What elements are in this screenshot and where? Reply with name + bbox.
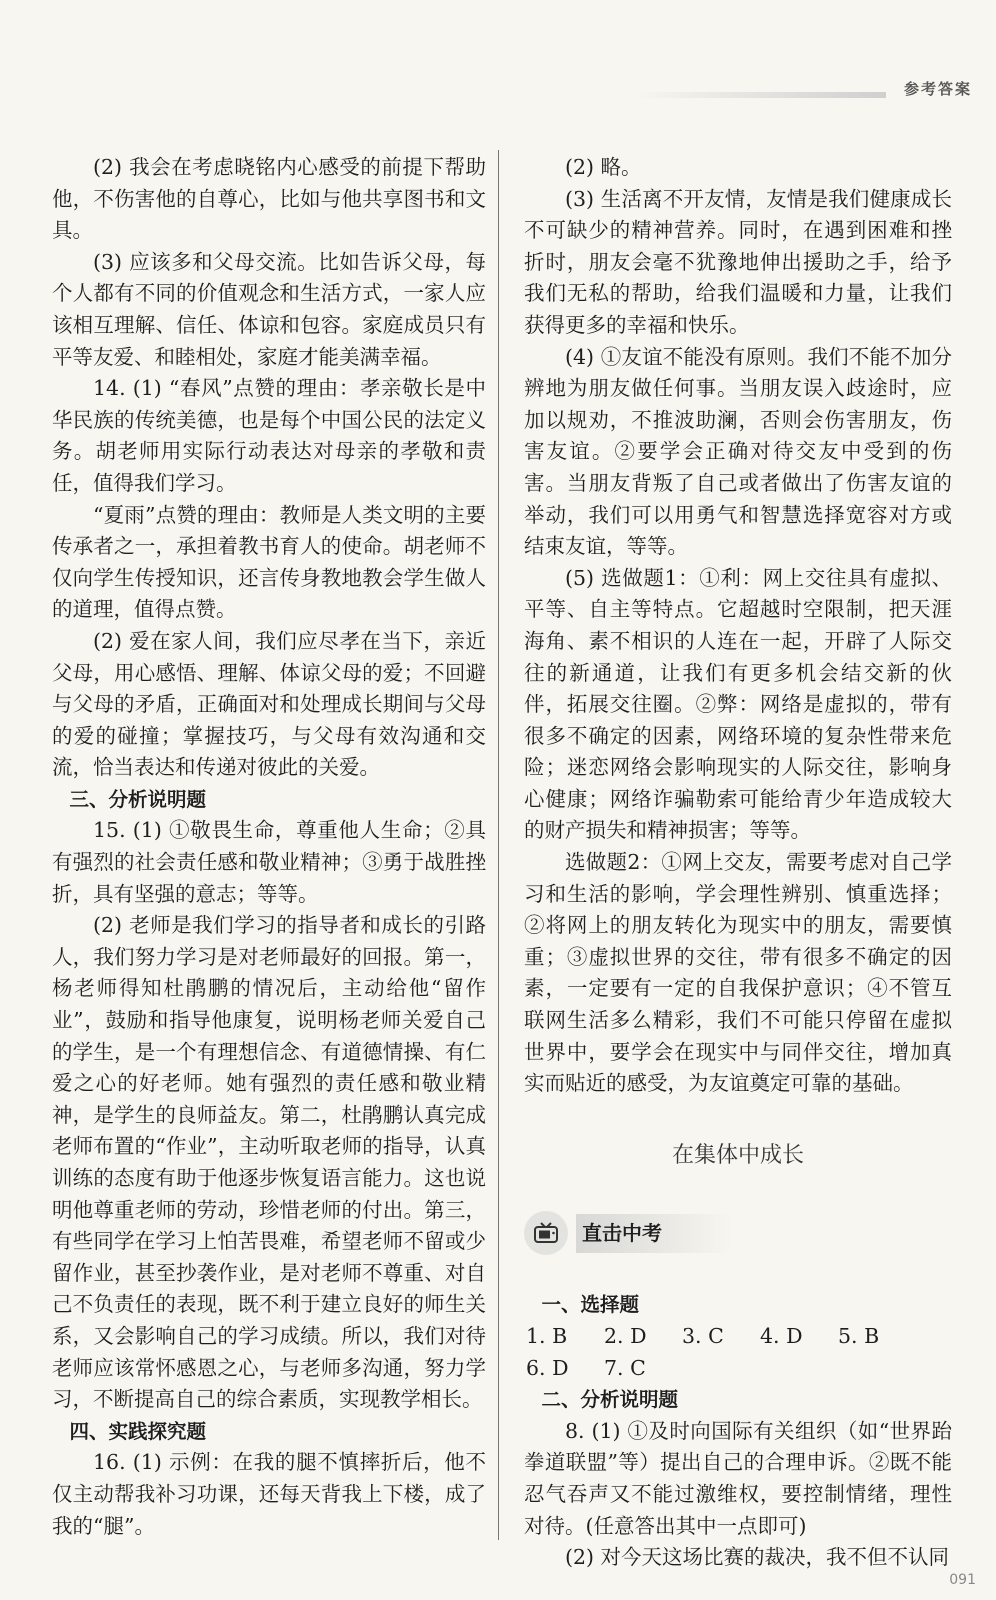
header-rule: [636, 92, 886, 98]
mc-answer: 6. D: [526, 1355, 569, 1380]
answer-paragraph: (2) 我会在考虑晓铭内心感受的前提下帮助他，不伤害他的自尊心，比如与他共享图书和文具。: [52, 155, 486, 243]
mc-answer: 3. C: [682, 1324, 724, 1348]
unit-title: 在集体中成长: [671, 1142, 804, 1168]
answer-paragraph: (2) 对今天这场比赛的裁决，我不但不认同: [565, 1545, 950, 1570]
tv-icon: [524, 1211, 568, 1255]
mc-answer: 7. C: [604, 1355, 646, 1380]
answer-paragraph: (4) ①友谊不能没有原则。我们不能不加分辨地为朋友做任何事。当朋友误入歧途时，应加以规劝，不推波助澜，否则会伤害朋友，伤害友谊。②要学会正确对待交友中受到的伤害。当朋友背叛了自己或者做出了伤害友谊的举动，我们可以用勇气和智慧选择宽容对方或结束友谊，等等。: [524, 344, 952, 559]
answer-paragraph: (5) 选做题1：①利：网上交往具有虚拟、平等、自主等特点。它超越时空限制，把天涯海角、素不相识的人连在一起，开辟了人际交往的新通道，让我们有更多机会结交新的伙伴，拓展交往圈。②弊：网络是虚拟的，带有很多不确定的因素，网络环境的复杂性带来危险；迷恋网络会影响现实的人际交往，影响身心健康；网络诈骗勒索可能给青少年造成较大的财产损失和精神损害；等等。: [524, 565, 952, 843]
left-column: [52, 152, 486, 1542]
answer-paragraph: “夏雨”点赞的理由：教师是人类文明的主要传承者之一，承担着教书育人的使命。胡老师不仅向学生传授知识，还言传身教地教会学生做人的道理，值得点赞。: [52, 502, 486, 622]
answer-paragraph: (2) 爱在家人间，我们应尽孝在当下，亲近父母，用心感悟、理解、体谅父母的爱；不回避与父母的矛盾，正确面对和处理成长期间与父母的爱的碰撞；掌握技巧，与父母有效沟通和交流，恰当表达和传递对彼此的关爱。: [52, 628, 486, 780]
mc-answers-row-1: [524, 1321, 952, 1353]
answer-paragraph: (3) 生活离不开友情，友情是我们健康成长不可缺少的精神营养。同时，在遇到困难和挫折时，朋友会毫不犹豫地伸出援助之手，给予我们无私的帮助，给我们温暖和力量，让我们获得更多的幸福和快乐。: [524, 186, 952, 337]
mc-answer: 2. D: [604, 1324, 647, 1348]
answer-paragraph: 16. (1) 示例：在我的腿不慎摔折后，他不仅主动帮我补习功课，还每天背我上下楼，成了我的“腿”。: [52, 1450, 486, 1538]
header-tag: 参考答案: [903, 80, 972, 98]
mc-answer: 4. D: [760, 1324, 803, 1348]
mc-answer: 5. B: [838, 1324, 880, 1348]
answer-paragraph: 14. (1) “春风”点赞的理由：孝亲敬长是中华民族的传统美德，也是每个中国公民的法定义务。胡老师用实际行动表达对母亲的孝敬和责任，值得我们学习。: [52, 376, 486, 495]
section-heading: 四、实践探究题: [69, 1419, 207, 1443]
section-heading: 二、分析说明题: [541, 1388, 679, 1412]
mc-answers-row-2: [524, 1353, 952, 1385]
section-heading: 一、选择题: [541, 1293, 640, 1317]
answer-paragraph: 选做题2：①网上交友，需要考虑对自己学习和生活的影响，学会理性辨别、慎重选择；②将网上的朋友转化为现实中的朋友，需要慎重；③虚拟世界的交往，带有很多不确定的因素，一定要有一定的自我保护意识；④不管互联网生活多么精彩，我们不可能只停留在虚拟世界中，要学会在现实中与同伴交往，增加真实而贴近的感受，为友谊奠定可靠的基础。: [524, 850, 952, 1096]
mc-answer: 1. B: [526, 1324, 568, 1348]
right-paras: [524, 152, 952, 1100]
zhiji-banner: [524, 1207, 952, 1259]
answer-paragraph: (3) 应该多和父母交流。比如告诉父母，每个人都有不同的价值观念和生活方式，一家人应该相互理解、信任、体谅和包容。家庭成员只有平等友爱、和睦相处，家庭才能美满幸福。: [52, 249, 486, 369]
answer-paragraph: (2) 略。: [565, 155, 642, 179]
section-heading: 三、分析说明题: [69, 787, 207, 811]
right-column: [524, 152, 952, 1574]
page-number: 091: [949, 1572, 976, 1588]
answer-paragraph: 15. (1) ①敬畏生命，尊重他人生命；②具有强烈的社会责任感和敬业精神；③勇于战胜挫折，具有坚强的意志；等等。: [52, 818, 486, 906]
answer-paragraph: (2) 老师是我们学习的指导者和成长的引路人，我们努力学习是对老师最好的回报。第一，杨老师得知杜鹃鹏的情况后，主动给他“留作业”，鼓励和指导他康复，说明杨老师关爱自己的学生，是一个有理想信念、有道德情操、有仁爱之心的好老师。她有强烈的责任感和敬业精神，是学生的良师益友。第二，杜鹃鹏认真完成老师布置的“作业”，主动听取老师的指导，认真训练的态度有助于他逐步恢复语言能力。这也说明他尊重老师的劳动，珍惜老师的付出。第三，有些同学在学习上怕苦畏难，希望老师不留或少留作业，甚至抄袭作业，是对老师不尊重、对自己不负责任的表现，既不利于建立良好的师生关系，又会影响自己的学习成绩。所以，我们对待老师应该常怀感恩之心，与老师多沟通，努力学习，不断提高自己的综合素质，实现教学相长。: [52, 913, 486, 1412]
answer-paragraph: 8. (1) ①及时向国际有关组织（如“世界跆拳道联盟”等）提出自己的合理申诉。②既不能忍气吞声又不能过激维权，要控制情绪，理性对待。(任意答出其中一点即可): [524, 1418, 952, 1538]
column-divider: [498, 150, 499, 1540]
banner-label: 直击中考: [576, 1214, 732, 1254]
